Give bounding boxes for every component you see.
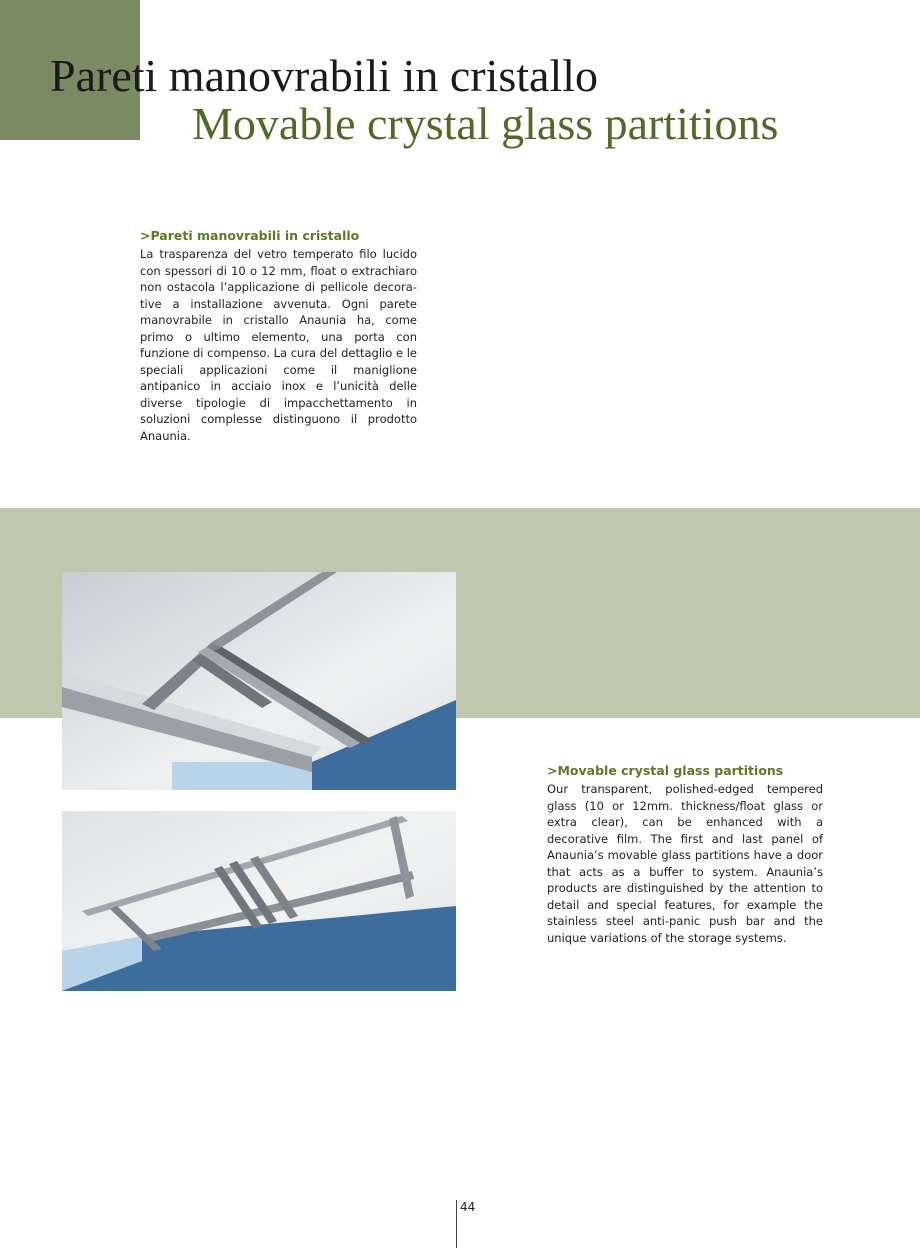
page-number: 44 (460, 1200, 476, 1214)
page-title-english: Movable crystal glass partitions (192, 98, 779, 149)
italian-section-body: La trasparenza del vetro temperato filo lucido con spessori di 10 o 12 mm, float o extrachiaro non ostacola l’applicazione di pellicole decorative a installazione avvenuta. Ogni parete manovrabile in cristallo Anaunia ha, come primo o ultimo elemento, una porta con funzione di compenso. La cura del dettaglio e le speciali applicazioni come il maniglione antipanico in acciaio inox e l’unicità delle diverse tipologie di impacchettamento in soluzioni complesse distinguono il prodotto Anaunia. (140, 247, 417, 443)
english-section-body: Our transparent, polished-edged tempered glass (10 or 12mm. thickness/float glass or extra clear), can be enhanced with a decorative film. The first and last panel of Anaunia’s movable glass partitions have a door that acts as a buffer to system. Anaunia’s products are distinguished by the attention to detail and special features, for example the stainless steel anti-panic push bar and the unique variations of the storage systems. (547, 782, 823, 945)
page-title-italian: Pareti manovrabili in cristallo (50, 50, 599, 101)
italian-section-heading: >Pareti manovrabili in cristallo (140, 228, 360, 243)
ceiling-track-photo-1 (62, 572, 456, 790)
english-section-heading: >Movable crystal glass partitions (547, 763, 784, 778)
ceiling-track-photo-2 (62, 811, 456, 991)
page-number-rule (456, 1200, 457, 1248)
italian-section (140, 227, 417, 444)
english-section (547, 762, 823, 946)
